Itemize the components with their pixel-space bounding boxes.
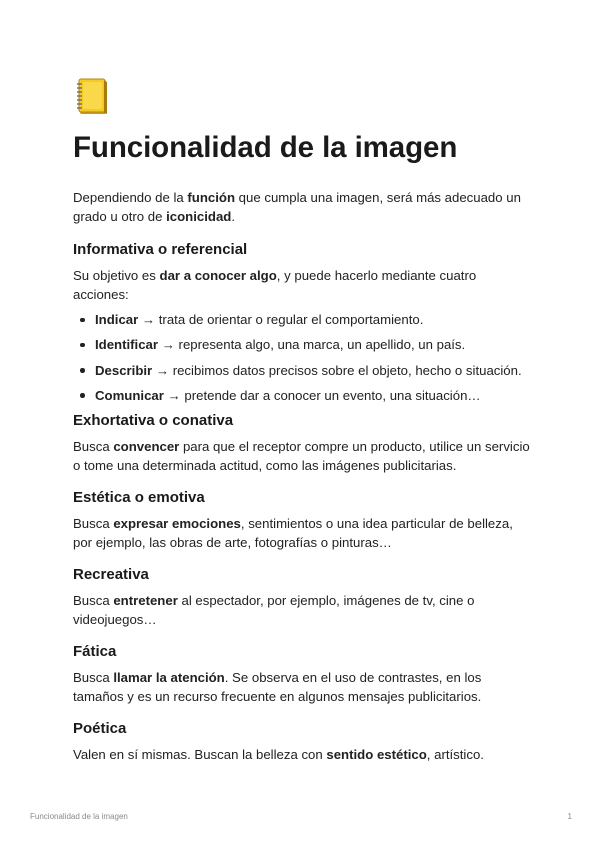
section-paragraph bbox=[73, 266, 533, 304]
list-item-term: Indicar bbox=[95, 312, 139, 327]
section-text: , artístico. bbox=[426, 747, 484, 763]
section-fatica bbox=[73, 642, 533, 706]
list-item bbox=[95, 310, 533, 329]
list-item-text: → representa algo, una marca, un apellido, un país. bbox=[158, 337, 466, 353]
section-paragraph bbox=[73, 745, 533, 764]
section-text: , sentimientos o una idea particular de belleza, por ejemplo, las obras de arte, fotografías o pinturas… bbox=[73, 516, 513, 551]
intro-paragraph bbox=[73, 188, 533, 226]
section-paragraph bbox=[73, 668, 533, 706]
section-text: Busca bbox=[73, 670, 114, 686]
intro-text-1: Dependiendo de la bbox=[73, 190, 188, 205]
list-item-text: → recibimos datos precisos sobre el objeto, hecho o situación. bbox=[152, 362, 522, 378]
page-number: 1 bbox=[567, 812, 572, 821]
section-poetica bbox=[73, 719, 533, 764]
list-item-term: Identificar bbox=[95, 337, 159, 353]
section-heading: Poética bbox=[73, 720, 127, 738]
list-item-term: Comunicar bbox=[95, 387, 164, 403]
section-bold: llamar la atención bbox=[113, 670, 225, 686]
intro-bold-1: función bbox=[187, 190, 236, 205]
intro-text-3: . bbox=[231, 209, 236, 224]
section-bold: dar a conocer algo bbox=[159, 268, 277, 283]
section-paragraph bbox=[73, 514, 533, 552]
section-text: . Se observa en el uso de contrastes, en los tamaños y es un recurso frecuente en algunos mensajes publicitarios. bbox=[73, 670, 482, 705]
section-paragraph bbox=[73, 591, 533, 629]
section-bold: convencer bbox=[113, 439, 180, 455]
section-estetica bbox=[73, 488, 533, 552]
intro-text-2: que cumpla una imagen, será más adecuado un grado u otro de bbox=[73, 190, 521, 224]
list-item bbox=[95, 361, 533, 380]
section-heading: Fática bbox=[73, 643, 117, 661]
list-item bbox=[95, 335, 533, 354]
section-heading: Recreativa bbox=[73, 566, 149, 584]
section-bold: entretener bbox=[113, 593, 178, 609]
document-page bbox=[73, 78, 533, 764]
section-text: Su objetivo es bbox=[73, 268, 160, 283]
section-text: Valen en sí mismas. Buscan la belleza con bbox=[73, 747, 327, 763]
section-text: al espectador, por ejemplo, imágenes de tv, cine o videojuegos… bbox=[73, 593, 475, 628]
action-list bbox=[73, 310, 533, 405]
section-heading: Exhortativa o conativa bbox=[73, 412, 234, 430]
section-informativa bbox=[73, 240, 533, 405]
list-item-term: Describir bbox=[95, 362, 153, 378]
list-item bbox=[95, 386, 533, 405]
section-text: , y puede hacerlo mediante cuatro acciones: bbox=[73, 268, 477, 302]
footer-title: Funcionalidad de la imagen bbox=[30, 812, 128, 821]
section-text: Busca bbox=[73, 593, 114, 609]
section-heading: Estética o emotiva bbox=[73, 489, 205, 507]
section-text: Busca bbox=[73, 439, 114, 455]
section-exhortativa bbox=[73, 411, 533, 475]
section-paragraph bbox=[73, 437, 533, 475]
section-bold: expresar emociones bbox=[113, 516, 241, 532]
section-heading: Informativa o referencial bbox=[73, 241, 248, 258]
list-item-text: → trata de orientar o regular el comportamiento. bbox=[138, 312, 424, 327]
page-title: Funcionalidad de la imagen bbox=[73, 131, 458, 164]
section-bold: sentido estético bbox=[326, 747, 427, 763]
section-text: para que el receptor compre un producto, utilice un servicio o tome una determinada actitud, como las imágenes publicitarias. bbox=[73, 439, 530, 474]
section-text: Busca bbox=[73, 516, 114, 532]
list-item-text: → pretende dar a conocer un evento, una situación… bbox=[163, 387, 481, 403]
section-recreativa bbox=[73, 565, 533, 629]
intro-bold-2: iconicidad bbox=[166, 209, 232, 224]
notebook-icon bbox=[74, 78, 110, 116]
